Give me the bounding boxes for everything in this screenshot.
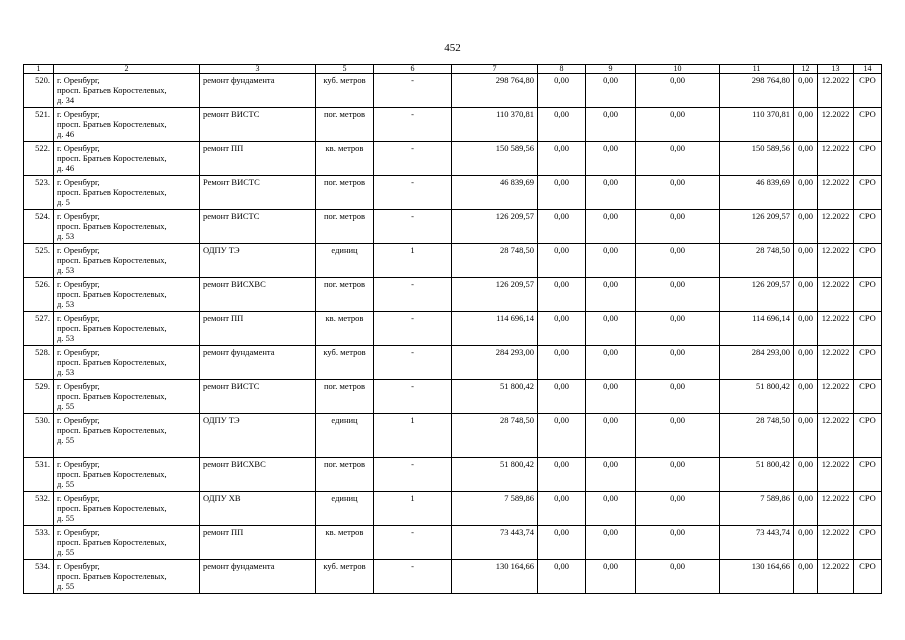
completion-date-cell: 12.2022 [818,108,854,142]
address-cell [54,176,200,210]
funding-type-cell: СРО [854,278,882,312]
completion-date-cell: 12.2022 [818,176,854,210]
funding-type-cell: СРО [854,492,882,526]
address-line: просп. Братьев Коростелевых, [57,537,167,547]
cost-cell: 28 748,50 [720,244,794,278]
total-cost-cell: 114 696,14 [452,312,538,346]
funding-type-cell: СРО [854,108,882,142]
row-number-cell: 524. [24,210,54,244]
unit-cell: пог. метров [316,210,374,244]
work-type-cell: ремонт ВИСТС [200,210,316,244]
cost-cell: 0,00 [538,142,586,176]
address-cell [54,312,200,346]
address-line: д. 53 [57,265,75,275]
address-line: д. 34 [57,95,75,105]
row-number-cell: 523. [24,176,54,210]
total-cost-cell: 73 443,74 [452,526,538,560]
table-row [24,176,882,210]
cost-cell: 0,00 [636,244,720,278]
cost-cell: 0,00 [586,380,636,414]
address-line: г. Оренбург, [57,459,100,469]
unit-cell: пог. метров [316,458,374,492]
address-line: д. 55 [57,435,75,445]
table-row [24,74,882,108]
address-line: д. 55 [57,401,75,411]
cost-cell: 0,00 [636,458,720,492]
completion-date-cell: 12.2022 [818,380,854,414]
work-type-cell: Ремонт ВИСТС [200,176,316,210]
cost-cell: 0,00 [794,108,818,142]
address-line: г. Оренбург, [57,177,100,187]
address-line: просп. Братьев Коростелевых, [57,391,167,401]
funding-type-cell: СРО [854,380,882,414]
funding-type-cell: СРО [854,142,882,176]
column-header: 9 [586,65,636,74]
cost-cell: 0,00 [794,458,818,492]
row-number-cell: 525. [24,244,54,278]
cost-cell: 7 589,86 [720,492,794,526]
quantity-cell: - [374,380,452,414]
address-line: просп. Братьев Коростелевых, [57,187,167,197]
address-line: д. 53 [57,231,75,241]
column-header: 2 [54,65,200,74]
address-line: д. 53 [57,333,75,343]
cost-cell: 0,00 [538,346,586,380]
address-cell [54,458,200,492]
unit-cell: пог. метров [316,176,374,210]
funding-type-cell: СРО [854,414,882,458]
address-cell [54,560,200,594]
cost-cell: 0,00 [794,312,818,346]
work-type-cell: ремонт фундамента [200,74,316,108]
cost-cell: 0,00 [636,312,720,346]
address-line: д. 55 [57,513,75,523]
address-cell [54,380,200,414]
address-line: д. 5 [57,197,70,207]
work-type-cell: ремонт фундамента [200,560,316,594]
completion-date-cell: 12.2022 [818,244,854,278]
funding-type-cell: СРО [854,346,882,380]
quantity-cell: - [374,312,452,346]
quantity-cell: 1 [374,414,452,458]
row-number-cell: 529. [24,380,54,414]
quantity-cell: - [374,142,452,176]
funding-type-cell: СРО [854,312,882,346]
cost-cell: 126 209,57 [720,278,794,312]
cost-cell: 0,00 [794,414,818,458]
table-row [24,278,882,312]
unit-cell: куб. метров [316,74,374,108]
cost-cell: 0,00 [538,414,586,458]
quantity-cell: - [374,560,452,594]
repair-register-table [23,64,882,594]
unit-cell: пог. метров [316,278,374,312]
completion-date-cell: 12.2022 [818,492,854,526]
row-number-cell: 532. [24,492,54,526]
address-line: г. Оренбург, [57,75,100,85]
cost-cell: 0,00 [586,492,636,526]
cost-cell: 0,00 [586,244,636,278]
unit-cell: кв. метров [316,312,374,346]
cost-cell: 0,00 [794,244,818,278]
work-type-cell: ОДПУ ТЭ [200,244,316,278]
address-cell [54,346,200,380]
cost-cell: 0,00 [586,414,636,458]
address-line: г. Оренбург, [57,347,100,357]
work-type-cell: ремонт ВИСТС [200,380,316,414]
cost-cell: 0,00 [586,278,636,312]
cost-cell: 0,00 [538,176,586,210]
cost-cell: 0,00 [636,142,720,176]
address-line: д. 53 [57,299,75,309]
quantity-cell: - [374,526,452,560]
table-row [24,244,882,278]
register-body [24,74,882,594]
table-row [24,560,882,594]
quantity-cell: - [374,74,452,108]
quantity-cell: 1 [374,244,452,278]
column-header: 7 [452,65,538,74]
cost-cell: 0,00 [636,414,720,458]
address-cell [54,278,200,312]
column-header: 11 [720,65,794,74]
address-cell [54,244,200,278]
cost-cell: 0,00 [538,312,586,346]
work-type-cell: ремонт ПП [200,142,316,176]
row-number-cell: 527. [24,312,54,346]
cost-cell: 0,00 [538,278,586,312]
column-header: 1 [24,65,54,74]
address-cell [54,210,200,244]
column-header: 6 [374,65,452,74]
address-line: просп. Братьев Коростелевых, [57,255,167,265]
cost-cell: 0,00 [538,74,586,108]
cost-cell: 0,00 [538,560,586,594]
address-line: г. Оренбург, [57,527,100,537]
cost-cell: 0,00 [586,176,636,210]
completion-date-cell: 12.2022 [818,142,854,176]
quantity-cell: 1 [374,492,452,526]
funding-type-cell: СРО [854,526,882,560]
cost-cell: 150 589,56 [720,142,794,176]
address-line: г. Оренбург, [57,211,100,221]
address-line: просп. Братьев Коростелевых, [57,503,167,513]
total-cost-cell: 7 589,86 [452,492,538,526]
address-line: г. Оренбург, [57,415,100,425]
address-line: г. Оренбург, [57,279,100,289]
cost-cell: 126 209,57 [720,210,794,244]
column-header: 5 [316,65,374,74]
cost-cell: 298 764,80 [720,74,794,108]
quantity-cell: - [374,176,452,210]
work-type-cell: ремонт фундамента [200,346,316,380]
address-line: просп. Братьев Коростелевых, [57,153,167,163]
address-line: просп. Братьев Коростелевых, [57,571,167,581]
completion-date-cell: 12.2022 [818,74,854,108]
unit-cell: единиц [316,414,374,458]
cost-cell: 0,00 [794,278,818,312]
column-header: 13 [818,65,854,74]
cost-cell: 0,00 [586,560,636,594]
total-cost-cell: 28 748,50 [452,244,538,278]
cost-cell: 0,00 [794,142,818,176]
cost-cell: 0,00 [586,142,636,176]
address-line: г. Оренбург, [57,143,100,153]
address-line: просп. Братьев Коростелевых, [57,119,167,129]
address-line: г. Оренбург, [57,245,100,255]
address-cell [54,526,200,560]
completion-date-cell: 12.2022 [818,458,854,492]
table-row [24,142,882,176]
funding-type-cell: СРО [854,244,882,278]
cost-cell: 0,00 [636,526,720,560]
cost-cell: 0,00 [794,74,818,108]
funding-type-cell: СРО [854,176,882,210]
address-line: д. 46 [57,129,75,139]
cost-cell: 0,00 [538,210,586,244]
address-cell [54,492,200,526]
unit-cell: пог. метров [316,108,374,142]
completion-date-cell: 12.2022 [818,560,854,594]
cost-cell: 0,00 [636,278,720,312]
work-type-cell: ремонт ПП [200,526,316,560]
unit-cell: единиц [316,492,374,526]
work-type-cell: ремонт ПП [200,312,316,346]
table-row [24,108,882,142]
cost-cell: 114 696,14 [720,312,794,346]
address-line: д. 55 [57,547,75,557]
cost-cell: 0,00 [636,380,720,414]
cost-cell: 0,00 [586,74,636,108]
address-line: просп. Братьев Коростелевых, [57,289,167,299]
work-type-cell: ОДПУ ТЭ [200,414,316,458]
address-line: просп. Братьев Коростелевых, [57,221,167,231]
cost-cell: 0,00 [636,108,720,142]
address-cell [54,414,200,458]
table-row [24,414,882,458]
work-type-cell: ремонт ВИСТС [200,108,316,142]
address-line: просп. Братьев Коростелевых, [57,469,167,479]
cost-cell: 284 293,00 [720,346,794,380]
address-line: просп. Братьев Коростелевых, [57,85,167,95]
row-number-cell: 520. [24,74,54,108]
completion-date-cell: 12.2022 [818,414,854,458]
unit-cell: единиц [316,244,374,278]
table-row [24,312,882,346]
quantity-cell: - [374,458,452,492]
row-number-cell: 533. [24,526,54,560]
total-cost-cell: 46 839,69 [452,176,538,210]
funding-type-cell: СРО [854,74,882,108]
total-cost-cell: 51 800,42 [452,458,538,492]
table-row [24,458,882,492]
cost-cell: 46 839,69 [720,176,794,210]
cost-cell: 0,00 [794,560,818,594]
completion-date-cell: 12.2022 [818,346,854,380]
funding-type-cell: СРО [854,210,882,244]
cost-cell: 51 800,42 [720,458,794,492]
row-number-cell: 530. [24,414,54,458]
address-cell [54,108,200,142]
cost-cell: 0,00 [586,108,636,142]
row-number-cell: 521. [24,108,54,142]
cost-cell: 51 800,42 [720,380,794,414]
cost-cell: 0,00 [794,176,818,210]
cost-cell: 73 443,74 [720,526,794,560]
funding-type-cell: СРО [854,458,882,492]
total-cost-cell: 126 209,57 [452,278,538,312]
cost-cell: 0,00 [794,526,818,560]
address-cell [54,74,200,108]
address-line: д. 55 [57,581,75,591]
cost-cell: 0,00 [636,74,720,108]
cost-cell: 0,00 [538,244,586,278]
column-header: 14 [854,65,882,74]
cost-cell: 0,00 [538,108,586,142]
work-type-cell: ремонт ВИСХВС [200,458,316,492]
funding-type-cell: СРО [854,560,882,594]
total-cost-cell: 126 209,57 [452,210,538,244]
address-line: д. 53 [57,367,75,377]
cost-cell: 130 164,66 [720,560,794,594]
total-cost-cell: 110 370,81 [452,108,538,142]
cost-cell: 28 748,50 [720,414,794,458]
cost-cell: 0,00 [586,312,636,346]
address-cell [54,142,200,176]
unit-cell: куб. метров [316,346,374,380]
address-line: г. Оренбург, [57,561,100,571]
column-header: 8 [538,65,586,74]
row-number-cell: 522. [24,142,54,176]
table-row [24,380,882,414]
row-number-cell: 534. [24,560,54,594]
cost-cell: 0,00 [586,458,636,492]
total-cost-cell: 51 800,42 [452,380,538,414]
unit-cell: кв. метров [316,526,374,560]
address-line: просп. Братьев Коростелевых, [57,357,167,367]
cost-cell: 0,00 [538,492,586,526]
total-cost-cell: 298 764,80 [452,74,538,108]
cost-cell: 0,00 [794,346,818,380]
table-row [24,526,882,560]
address-line: д. 46 [57,163,75,173]
completion-date-cell: 12.2022 [818,526,854,560]
cost-cell: 110 370,81 [720,108,794,142]
table-row [24,492,882,526]
completion-date-cell: 12.2022 [818,278,854,312]
address-line: г. Оренбург, [57,313,100,323]
cost-cell: 0,00 [586,210,636,244]
column-header: 10 [636,65,720,74]
cost-cell: 0,00 [538,380,586,414]
cost-cell: 0,00 [636,176,720,210]
quantity-cell: - [374,210,452,244]
address-line: просп. Братьев Коростелевых, [57,323,167,333]
total-cost-cell: 28 748,50 [452,414,538,458]
cost-cell: 0,00 [636,560,720,594]
table-row [24,346,882,380]
total-cost-cell: 130 164,66 [452,560,538,594]
row-number-cell: 528. [24,346,54,380]
cost-cell: 0,00 [636,210,720,244]
total-cost-cell: 284 293,00 [452,346,538,380]
work-type-cell: ремонт ВИСХВС [200,278,316,312]
cost-cell: 0,00 [794,492,818,526]
row-number-cell: 531. [24,458,54,492]
unit-cell: пог. метров [316,380,374,414]
cost-cell: 0,00 [538,458,586,492]
cost-cell: 0,00 [636,346,720,380]
address-line: просп. Братьев Коростелевых, [57,425,167,435]
quantity-cell: - [374,108,452,142]
unit-cell: кв. метров [316,142,374,176]
quantity-cell: - [374,346,452,380]
address-line: г. Оренбург, [57,109,100,119]
completion-date-cell: 12.2022 [818,312,854,346]
column-number-header-row [24,65,882,74]
cost-cell: 0,00 [794,380,818,414]
address-line: г. Оренбург, [57,493,100,503]
cost-cell: 0,00 [586,526,636,560]
cost-cell: 0,00 [586,346,636,380]
table-row [24,210,882,244]
cost-cell: 0,00 [636,492,720,526]
unit-cell: куб. метров [316,560,374,594]
work-type-cell: ОДПУ ХВ [200,492,316,526]
page-number: 452 [444,42,461,54]
column-header: 3 [200,65,316,74]
completion-date-cell: 12.2022 [818,210,854,244]
address-line: г. Оренбург, [57,381,100,391]
cost-cell: 0,00 [794,210,818,244]
quantity-cell: - [374,278,452,312]
cost-cell: 0,00 [538,526,586,560]
address-line: д. 55 [57,479,75,489]
total-cost-cell: 150 589,56 [452,142,538,176]
row-number-cell: 526. [24,278,54,312]
column-header: 12 [794,65,818,74]
